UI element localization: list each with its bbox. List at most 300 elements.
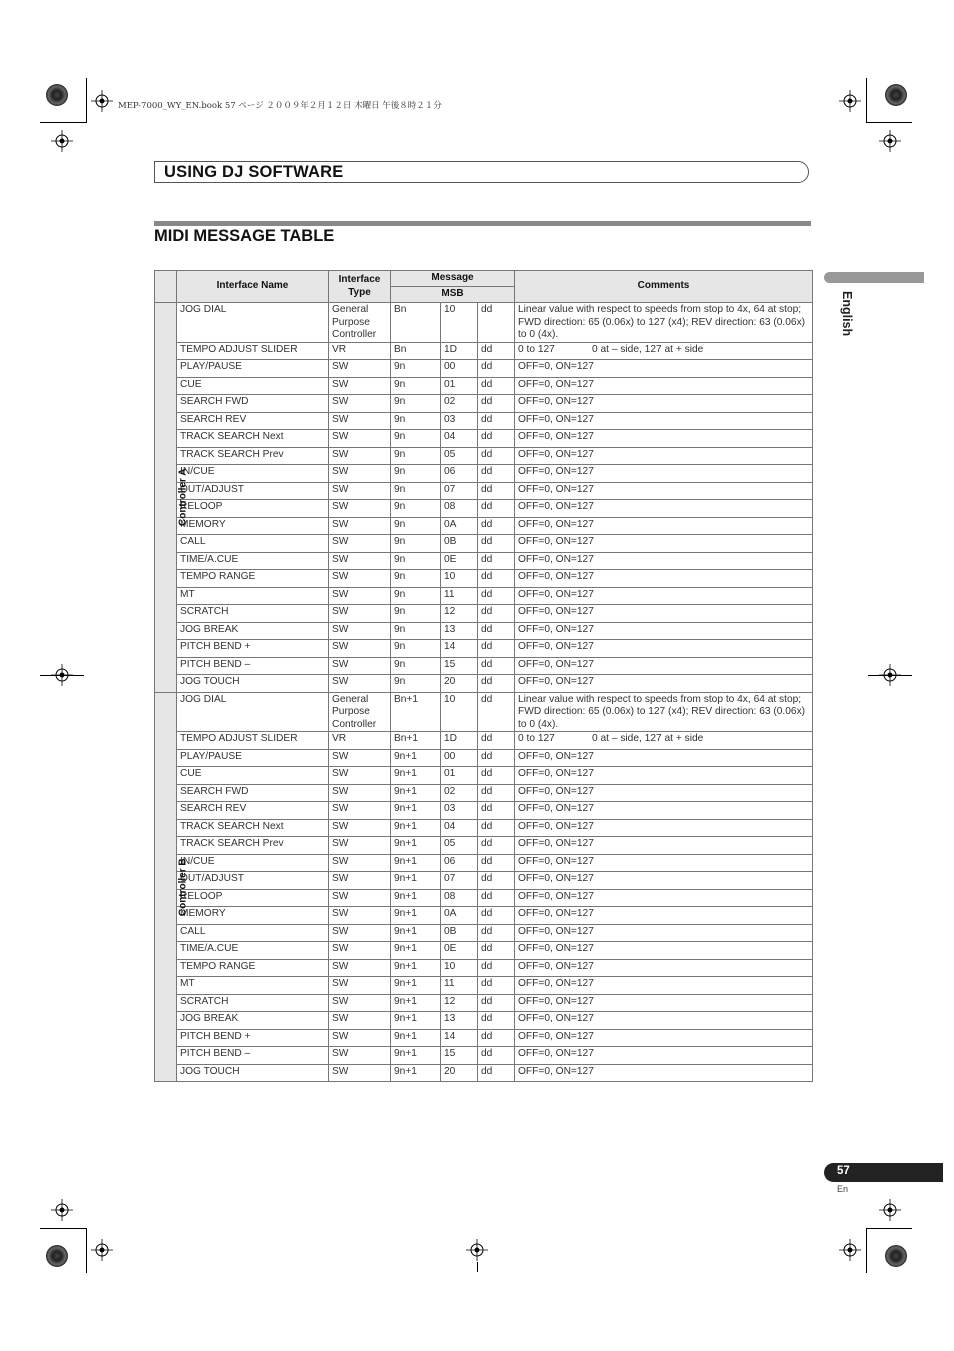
cell-message-msb: 0A <box>441 907 478 925</box>
cell-message-data: dd <box>478 657 515 675</box>
language-label: English <box>840 291 854 337</box>
table-row <box>155 1047 813 1065</box>
cell-message-msb: 08 <box>441 889 478 907</box>
cell-interface-name: SEARCH REV <box>177 802 329 820</box>
cell-interface-name: JOG BREAK <box>177 622 329 640</box>
cell-interface-type: SW <box>329 994 391 1012</box>
cell-comments: OFF=0, ON=127 <box>515 482 813 500</box>
cell-interface-type: SW <box>329 395 391 413</box>
registration-crosshair-icon <box>91 1239 113 1261</box>
table-row <box>155 977 813 995</box>
cell-interface-name: IN/CUE <box>177 854 329 872</box>
cell-message-status: Bn <box>391 303 441 343</box>
cell-comments: OFF=0, ON=127 <box>515 657 813 675</box>
cell-interface-type: SW <box>329 1012 391 1030</box>
cell-message-msb: 15 <box>441 657 478 675</box>
cell-interface-name: JOG TOUCH <box>177 1064 329 1082</box>
table-row <box>155 889 813 907</box>
cell-message-status: 9n+1 <box>391 1012 441 1030</box>
cell-message-msb: 10 <box>441 959 478 977</box>
cell-message-data: dd <box>478 570 515 588</box>
table-row <box>155 342 813 360</box>
table-row <box>155 942 813 960</box>
registration-crosshair-icon <box>466 1239 488 1261</box>
cell-comments: OFF=0, ON=127 <box>515 430 813 448</box>
table-row <box>155 535 813 553</box>
cell-interface-name: PITCH BEND + <box>177 1029 329 1047</box>
cell-interface-name: JOG DIAL <box>177 692 329 732</box>
cell-message-msb: 14 <box>441 640 478 658</box>
cell-message-status: 9n <box>391 587 441 605</box>
cell-interface-type: SW <box>329 1064 391 1082</box>
cell-message-data: dd <box>478 977 515 995</box>
table-row <box>155 837 813 855</box>
crop-mark <box>86 78 87 123</box>
cell-interface-type: SW <box>329 657 391 675</box>
cell-interface-name: TEMPO ADJUST SLIDER <box>177 342 329 360</box>
cell-message-msb: 06 <box>441 854 478 872</box>
cell-message-data: dd <box>478 622 515 640</box>
table-row <box>155 430 813 448</box>
cell-interface-name: PLAY/PAUSE <box>177 749 329 767</box>
cell-message-status: 9n <box>391 622 441 640</box>
crop-mark <box>866 1228 912 1229</box>
cell-interface-name: CALL <box>177 535 329 553</box>
cell-comments: OFF=0, ON=127 <box>515 1064 813 1082</box>
cell-message-data: dd <box>478 640 515 658</box>
cell-interface-name: JOG TOUCH <box>177 675 329 693</box>
cell-message-msb: 20 <box>441 1064 478 1082</box>
cell-message-data: dd <box>478 1029 515 1047</box>
cell-message-data: dd <box>478 994 515 1012</box>
table-row <box>155 994 813 1012</box>
table-row <box>155 360 813 378</box>
registration-crosshair-icon <box>839 90 861 112</box>
cell-comments: OFF=0, ON=127 <box>515 749 813 767</box>
cell-interface-type: General Purpose Controller <box>329 692 391 732</box>
table-row <box>155 377 813 395</box>
cell-message-data: dd <box>478 1047 515 1065</box>
cell-message-status: 9n+1 <box>391 767 441 785</box>
cell-message-data: dd <box>478 959 515 977</box>
cell-message-status: 9n+1 <box>391 802 441 820</box>
cell-message-msb: 1D <box>441 342 478 360</box>
cell-comments <box>515 342 813 360</box>
cell-comments: OFF=0, ON=127 <box>515 907 813 925</box>
cell-interface-type: SW <box>329 587 391 605</box>
color-rosette-icon <box>46 84 68 106</box>
cell-interface-name: JOG BREAK <box>177 1012 329 1030</box>
cell-interface-name: PITCH BEND – <box>177 657 329 675</box>
cell-message-data: dd <box>478 587 515 605</box>
table-row <box>155 872 813 890</box>
crop-mark <box>40 675 84 676</box>
cell-message-data: dd <box>478 907 515 925</box>
cell-message-msb: 08 <box>441 500 478 518</box>
cell-message-status: 9n+1 <box>391 854 441 872</box>
cell-comments <box>515 732 813 750</box>
cell-comments: OFF=0, ON=127 <box>515 837 813 855</box>
cell-interface-name: TRACK SEARCH Prev <box>177 837 329 855</box>
cell-interface-name: SEARCH FWD <box>177 784 329 802</box>
table-row <box>155 959 813 977</box>
cell-interface-type: SW <box>329 749 391 767</box>
language-tab <box>824 272 924 283</box>
cell-message-data: dd <box>478 552 515 570</box>
cell-message-msb: 12 <box>441 605 478 623</box>
cell-comments: Linear value with respect to speeds from stop to 4x, 64 at stop; FWD direction: 65 (0.06x) to 127 (x4); REV direction: 63 (0.06x) to 0 (4x). <box>515 692 813 732</box>
cell-message-msb: 07 <box>441 482 478 500</box>
table-row <box>155 395 813 413</box>
header-message: Message <box>391 271 515 287</box>
cell-message-msb: 10 <box>441 303 478 343</box>
cell-comments: OFF=0, ON=127 <box>515 872 813 890</box>
cell-comments: OFF=0, ON=127 <box>515 377 813 395</box>
comment-detail: 0 at – side, 127 at + side <box>592 343 704 355</box>
page-language: En <box>837 1184 849 1194</box>
comment-detail: 0 at – side, 127 at + side <box>592 733 704 744</box>
cell-interface-type: SW <box>329 767 391 785</box>
cell-comments: OFF=0, ON=127 <box>515 360 813 378</box>
cell-message-data: dd <box>478 395 515 413</box>
cell-message-msb: 0A <box>441 517 478 535</box>
cell-comments: OFF=0, ON=127 <box>515 395 813 413</box>
cell-message-status: 9n <box>391 517 441 535</box>
print-info: MEP-7000_WY_EN.book 57 ページ ２００９年２月１２日 木曜日 午後８時２１分 <box>118 101 442 111</box>
table-row <box>155 675 813 693</box>
cell-message-msb: 01 <box>441 377 478 395</box>
cell-interface-type: SW <box>329 784 391 802</box>
table-row <box>155 1029 813 1047</box>
table-row <box>155 640 813 658</box>
table-row <box>155 517 813 535</box>
cell-interface-type: SW <box>329 802 391 820</box>
crop-mark <box>866 1228 867 1273</box>
cell-message-status: 9n <box>391 552 441 570</box>
cell-message-data: dd <box>478 872 515 890</box>
table-row <box>155 570 813 588</box>
cell-interface-name: PITCH BEND + <box>177 640 329 658</box>
cell-interface-name: PITCH BEND – <box>177 1047 329 1065</box>
cell-message-status: 9n+1 <box>391 942 441 960</box>
cell-interface-name: TEMPO RANGE <box>177 570 329 588</box>
cell-message-msb: 00 <box>441 749 478 767</box>
comment-range: 0 to 127 <box>518 733 555 744</box>
cell-message-status: 9n+1 <box>391 907 441 925</box>
color-rosette-icon <box>885 1245 907 1267</box>
header-interface-name: Interface Name <box>177 271 329 303</box>
cell-interface-name: JOG DIAL <box>177 303 329 343</box>
cell-interface-type: SW <box>329 889 391 907</box>
cell-interface-type: SW <box>329 959 391 977</box>
cell-interface-name: RELOOP <box>177 500 329 518</box>
comment-range: 0 to 127 <box>518 343 555 355</box>
cell-message-status: 9n <box>391 535 441 553</box>
cell-comments: OFF=0, ON=127 <box>515 570 813 588</box>
cell-interface-name: IN/CUE <box>177 465 329 483</box>
table-row <box>155 854 813 872</box>
registration-crosshair-icon <box>51 130 73 152</box>
cell-message-msb: 02 <box>441 784 478 802</box>
crop-mark <box>866 78 867 123</box>
group-header-cell <box>155 271 177 303</box>
cell-message-data: dd <box>478 500 515 518</box>
cell-message-data: dd <box>478 767 515 785</box>
cell-interface-name: TRACK SEARCH Next <box>177 819 329 837</box>
cell-comments: OFF=0, ON=127 <box>515 889 813 907</box>
table-row <box>155 819 813 837</box>
cell-interface-type: SW <box>329 535 391 553</box>
table-row <box>155 692 813 732</box>
cell-interface-type: SW <box>329 675 391 693</box>
crop-mark <box>477 1262 478 1272</box>
midi-message-table <box>154 270 813 1082</box>
cell-message-data: dd <box>478 749 515 767</box>
cell-interface-type: SW <box>329 430 391 448</box>
cell-message-msb: 12 <box>441 994 478 1012</box>
cell-message-status: 9n+1 <box>391 889 441 907</box>
cell-message-msb: 04 <box>441 819 478 837</box>
cell-message-status: 9n+1 <box>391 1047 441 1065</box>
cell-interface-type: SW <box>329 447 391 465</box>
table-header-row <box>155 271 813 287</box>
cell-interface-name: CUE <box>177 377 329 395</box>
cell-message-msb: 05 <box>441 447 478 465</box>
registration-crosshair-icon <box>879 130 901 152</box>
header-comments: Comments <box>515 271 813 303</box>
cell-interface-type: SW <box>329 907 391 925</box>
table-row <box>155 303 813 343</box>
cell-comments: OFF=0, ON=127 <box>515 535 813 553</box>
cell-message-msb: 03 <box>441 412 478 430</box>
cell-message-status: 9n+1 <box>391 819 441 837</box>
cell-comments: OFF=0, ON=127 <box>515 784 813 802</box>
cell-interface-type: SW <box>329 872 391 890</box>
cell-interface-type: SW <box>329 837 391 855</box>
cell-message-status: 9n <box>391 430 441 448</box>
cell-message-status: 9n <box>391 675 441 693</box>
cell-message-msb: 15 <box>441 1047 478 1065</box>
cell-comments: OFF=0, ON=127 <box>515 552 813 570</box>
cell-message-status: 9n <box>391 412 441 430</box>
table-row <box>155 465 813 483</box>
cell-comments: OFF=0, ON=127 <box>515 1012 813 1030</box>
cell-interface-type: SW <box>329 517 391 535</box>
table-row <box>155 587 813 605</box>
table-row <box>155 447 813 465</box>
cell-message-msb: 02 <box>441 395 478 413</box>
cell-message-status: 9n <box>391 640 441 658</box>
cell-message-status: Bn+1 <box>391 732 441 750</box>
cell-message-msb: 10 <box>441 570 478 588</box>
cell-interface-name: CUE <box>177 767 329 785</box>
cell-message-data: dd <box>478 784 515 802</box>
table-row <box>155 412 813 430</box>
cell-message-data: dd <box>478 377 515 395</box>
cell-interface-type: General Purpose Controller <box>329 303 391 343</box>
cell-comments: OFF=0, ON=127 <box>515 854 813 872</box>
cell-comments: OFF=0, ON=127 <box>515 640 813 658</box>
cell-interface-name: TRACK SEARCH Prev <box>177 447 329 465</box>
cell-message-status: 9n+1 <box>391 977 441 995</box>
table-row <box>155 1064 813 1082</box>
cell-message-msb: 06 <box>441 465 478 483</box>
cell-interface-name: CALL <box>177 924 329 942</box>
table-row <box>155 907 813 925</box>
cell-message-data: dd <box>478 1064 515 1082</box>
cell-comments: OFF=0, ON=127 <box>515 994 813 1012</box>
cell-message-msb: 0B <box>441 924 478 942</box>
cell-interface-type: SW <box>329 500 391 518</box>
registration-crosshair-icon <box>879 1199 901 1221</box>
cell-interface-name: OUT/ADJUST <box>177 482 329 500</box>
cell-message-status: 9n <box>391 657 441 675</box>
crop-mark <box>40 122 86 123</box>
cell-interface-type: SW <box>329 412 391 430</box>
cell-interface-type: VR <box>329 342 391 360</box>
cell-interface-type: SW <box>329 482 391 500</box>
cell-message-data: dd <box>478 837 515 855</box>
cell-message-status: 9n <box>391 395 441 413</box>
table-row <box>155 802 813 820</box>
cell-message-msb: 11 <box>441 977 478 995</box>
cell-comments: OFF=0, ON=127 <box>515 802 813 820</box>
header-interface-type: Interface Type <box>329 271 391 303</box>
cell-message-msb: 05 <box>441 837 478 855</box>
cell-interface-type: SW <box>329 570 391 588</box>
cell-comments: OFF=0, ON=127 <box>515 1047 813 1065</box>
crop-mark <box>40 1228 86 1229</box>
cell-interface-name: PLAY/PAUSE <box>177 360 329 378</box>
cell-message-data: dd <box>478 412 515 430</box>
table-row <box>155 732 813 750</box>
cell-interface-name: MT <box>177 587 329 605</box>
cell-message-data: dd <box>478 605 515 623</box>
cell-interface-type: SW <box>329 819 391 837</box>
cell-message-status: 9n+1 <box>391 837 441 855</box>
cell-interface-type: VR <box>329 732 391 750</box>
cell-comments: OFF=0, ON=127 <box>515 605 813 623</box>
registration-crosshair-icon <box>51 1199 73 1221</box>
cell-interface-type: SW <box>329 360 391 378</box>
cell-message-data: dd <box>478 447 515 465</box>
cell-comments: OFF=0, ON=127 <box>515 622 813 640</box>
cell-interface-name: TRACK SEARCH Next <box>177 430 329 448</box>
page-number: 57 <box>837 1165 850 1177</box>
cell-interface-type: SW <box>329 854 391 872</box>
cell-comments: OFF=0, ON=127 <box>515 819 813 837</box>
cell-message-status: 9n <box>391 482 441 500</box>
cell-message-data: dd <box>478 342 515 360</box>
cell-interface-name: TEMPO RANGE <box>177 959 329 977</box>
page-title: MIDI MESSAGE TABLE <box>154 227 335 245</box>
cell-message-status: 9n+1 <box>391 959 441 977</box>
cell-message-status: 9n <box>391 570 441 588</box>
cell-message-status: 9n <box>391 605 441 623</box>
cell-interface-name: TEMPO ADJUST SLIDER <box>177 732 329 750</box>
table-row <box>155 1012 813 1030</box>
cell-comments: OFF=0, ON=127 <box>515 924 813 942</box>
cell-message-data: dd <box>478 360 515 378</box>
cell-interface-name: TIME/A.CUE <box>177 942 329 960</box>
cell-message-status: 9n <box>391 360 441 378</box>
cell-message-msb: 01 <box>441 767 478 785</box>
cell-message-status: 9n+1 <box>391 1029 441 1047</box>
cell-message-data: dd <box>478 517 515 535</box>
cell-interface-name: SEARCH FWD <box>177 395 329 413</box>
cell-message-status: 9n <box>391 500 441 518</box>
cell-comments: OFF=0, ON=127 <box>515 977 813 995</box>
cell-comments: OFF=0, ON=127 <box>515 447 813 465</box>
cell-message-msb: 00 <box>441 360 478 378</box>
cell-message-data: dd <box>478 732 515 750</box>
table-row <box>155 767 813 785</box>
cell-message-msb: 0B <box>441 535 478 553</box>
cell-comments: OFF=0, ON=127 <box>515 675 813 693</box>
cell-interface-name: OUT/ADJUST <box>177 872 329 890</box>
cell-message-msb: 03 <box>441 802 478 820</box>
cell-message-data: dd <box>478 430 515 448</box>
cell-interface-type: SW <box>329 622 391 640</box>
table-body <box>155 303 813 1082</box>
color-rosette-icon <box>46 1245 68 1267</box>
cell-interface-type: SW <box>329 605 391 623</box>
cell-comments: OFF=0, ON=127 <box>515 465 813 483</box>
cell-message-msb: 0E <box>441 942 478 960</box>
cell-interface-name: SCRATCH <box>177 994 329 1012</box>
cell-comments: OFF=0, ON=127 <box>515 587 813 605</box>
cell-message-msb: 20 <box>441 675 478 693</box>
cell-interface-type: SW <box>329 942 391 960</box>
cell-message-msb: 13 <box>441 1012 478 1030</box>
cell-comments: OFF=0, ON=127 <box>515 1029 813 1047</box>
cell-message-status: 9n <box>391 465 441 483</box>
cell-message-msb: 04 <box>441 430 478 448</box>
cell-message-status: 9n <box>391 377 441 395</box>
cell-message-data: dd <box>478 465 515 483</box>
cell-message-msb: 1D <box>441 732 478 750</box>
crop-mark <box>866 122 912 123</box>
table-row <box>155 657 813 675</box>
cell-interface-name: SEARCH REV <box>177 412 329 430</box>
cell-message-data: dd <box>478 675 515 693</box>
cell-interface-type: SW <box>329 924 391 942</box>
cell-interface-name: MT <box>177 977 329 995</box>
cell-interface-type: SW <box>329 1029 391 1047</box>
title-rule <box>154 221 811 226</box>
cell-message-status: Bn <box>391 342 441 360</box>
cell-comments: OFF=0, ON=127 <box>515 412 813 430</box>
cell-comments: OFF=0, ON=127 <box>515 517 813 535</box>
cell-comments: OFF=0, ON=127 <box>515 959 813 977</box>
color-rosette-icon <box>885 84 907 106</box>
crop-mark <box>868 675 912 676</box>
section-title: USING DJ SOFTWARE <box>164 163 344 181</box>
cell-comments: OFF=0, ON=127 <box>515 942 813 960</box>
controller-group-label: Controller B <box>177 857 189 916</box>
table-row <box>155 749 813 767</box>
section-header <box>154 161 809 183</box>
cell-comments: Linear value with respect to speeds from stop to 4x, 64 at stop; FWD direction: 65 (0.06x) to 127 (x4); REV direction: 63 (0.06x) to 0 (4x). <box>515 303 813 343</box>
registration-crosshair-icon <box>91 90 113 112</box>
controller-group-label: Controller A <box>177 468 189 526</box>
cell-interface-name: SCRATCH <box>177 605 329 623</box>
cell-message-data: dd <box>478 692 515 732</box>
cell-interface-type: SW <box>329 465 391 483</box>
cell-message-status: 9n+1 <box>391 994 441 1012</box>
cell-message-status: 9n+1 <box>391 1064 441 1082</box>
cell-message-status: 9n+1 <box>391 872 441 890</box>
